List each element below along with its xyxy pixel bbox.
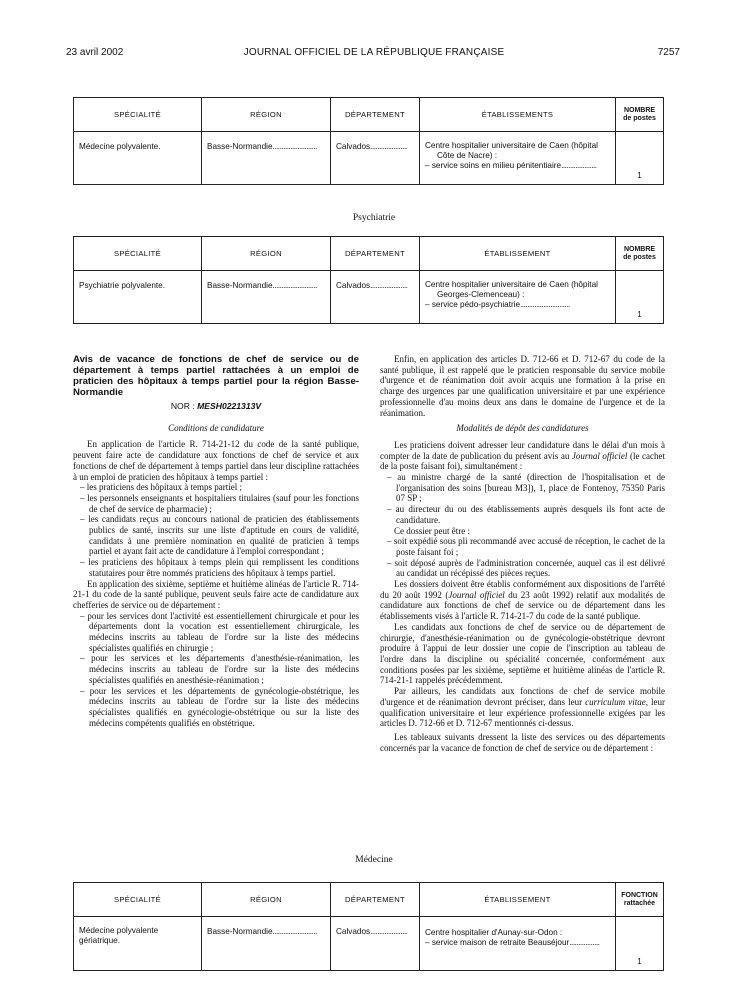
col-etablissement: ÉTABLISSEMENT [420,237,616,271]
paragraph-7: Les candidats aux fonctions de chef de service ou de département de chirurgie, d'anesthésie-réanimation ou de gynécologie-obstétrique devront produire à l'appui de leur dossier une copie de l'inscription au tableau de l'ordre dans la discipline ou spécialité concernée, conformément aux conditions posées par les sixième, septième et huitième alinéas de l'article R. 714-21-1 rappelés précédemment. [380,621,665,686]
col-nombre: NOMBRE de postes [616,98,664,132]
cell-etablissement: Centre hospitalier d'Aunay-sur-Odon : – service maison de retraite Beauséjour................. [420,917,616,971]
list-item: – les praticiens des hôpitaux à temps partiel ; [73,482,359,493]
col-departement: DÉPARTEMENT [331,883,420,917]
list-item: – les candidats reçus au concours national de praticien des établissements publics de santé, inscrits sur une liste d'aptitude en cours de validité, candidats à une première nomination en qualité de praticien à temps partiel et ayant fait acte de candidature à l'emploi correspondant ; [73,514,359,557]
cell-nombre: 1 [616,271,664,324]
col-etablissement: ÉTABLISSEMENT [420,883,616,917]
col-specialite: SPÉCIALITÉ [74,98,202,132]
page-number: 7257 [657,47,680,58]
cell-specialite: Psychiatrie polyvalente. [74,271,202,324]
table-row [74,132,664,185]
table-medecine-polyvalente [73,97,664,185]
right-column [380,354,665,753]
list-item: – les personnels enseignants et hospitaliers titulaires (sauf pour les fonctions de chef de service de pharmacie) ; [73,493,359,514]
col-region: RÉGION [202,883,331,917]
paragraph-8: Par ailleurs, les candidats aux fonctions de chef de service mobile d'urgence et de réanimation devront préciser, dans leur curriculum vitae, leur qualification universitaire et leur expérience professionnelle exigées par les articles D. 712-66 et D. 712-67 mentionnés ci-dessus. [380,686,665,729]
section-title-medecine: Médecine [355,855,393,865]
cell-specialite: Médecine polyvalente gériatrique. [74,917,202,971]
list-item: – pour les services dont l'activité est essentiellement chirurgicale et pour les départements dont la vocation est essentiellement chirurgicale, les médecins inscrits au tableau de l'ordre sur la liste des médecins spécialistes qualifiés en chirurgie ; [73,611,359,654]
list-item: – soit expédié sous pli recommandé avec accusé de réception, le cachet de la poste faisant foi ; [380,536,665,557]
list-envoi [380,536,665,579]
cell-nombre: 1 [616,917,664,971]
cell-specialite: Médecine polyvalente. [74,132,202,185]
col-fonction: FONCTION rattachée [616,883,664,917]
list-item: – pour les services et les départements d'anesthésie-réanimation, les médecins inscrits au tableau de l'ordre sur la liste des médecins spécialistes qualifiés en anesthésie-réanimation ; [73,653,359,685]
paragraph-1: En application de l'article R. 714-21-12 du code de la santé publique, peuvent faire acte de candidature aux fonctions de chef de service et aux fonctions de chef de département à temps partiel dans leur discipline rattachées à un emploi de praticien des hôpitaux à temps partiel : [73,439,359,482]
avis-heading: Avis de vacance de fonctions de chef de service ou de département à temps partiel rattachées à un emploi de praticien des hôpitaux à temps partiel pour la région Basse-Normandie [73,354,359,398]
cell-region: Basse-Normandie......................... [202,271,331,324]
cell-departement: Calvados..................... [331,917,420,971]
page-header [0,47,748,61]
cell-departement: Calvados..................... [331,271,420,324]
col-region: RÉGION [202,98,331,132]
paragraph-3: Enfin, en application des articles D. 712-66 et D. 712-67 du code de la santé publique, il est rappelé que le praticien responsable du service mobile d'urgence et de réanimation doit avoir acquis une formation à la prise en charge des urgences par une qualification universitaire et par une expérience professionnelle d'au moins deux ans dans le domaine de l'urgence et de la réanimation. [380,354,665,418]
paragraph-5: Ce dossier peut être : [394,525,470,536]
table-medecine-geriatrique [73,882,664,971]
paragraph-9: Les tableaux suivants dressent la liste des services ou des départements concernés par la vacance de fonction de chef de service ou de département : [380,731,665,753]
modalites-title: Modalités de dépôt des candidatures [456,423,589,434]
table-row [74,271,664,324]
cell-region: Basse-Normandie......................... [202,917,331,971]
cell-departement: Calvados..................... [331,132,420,185]
col-etablissements: ÉTABLISSEMENTS [420,98,616,132]
paragraph-2: En application des sixième, septième et huitième alinéas de l'article R. 714-21-1 du code de la santé publique, peuvent seuls faire acte de candidature aux chefferies de service ou de département : [73,578,359,610]
col-departement: DÉPARTEMENT [331,237,420,271]
list-destinataires [380,472,665,526]
cell-nombre: 1 [616,132,664,185]
nor-reference: NOR : MESH0221313V [170,401,262,411]
col-specialite: SPÉCIALITÉ [74,883,202,917]
paragraph-6: Les dossiers doivent être établis conformément aux dispositions de l'arrêté du 20 août 1992 (Journal officiel du 23 août 1992) relatif aux modalités de candidature aux fonctions de chef de service ou de département dans les établissements visés à l'article R. 714-21-7 du code de la santé publique. [380,579,665,622]
list-item: – au directeur du ou des établissements auprès desquels ils font acte de candidature. [380,504,665,525]
cell-etablissement: Centre hospitalier universitaire de Caen (hôpital Georges-Clemenceau) : – service pédo-psychiatrie............................ [420,271,616,324]
paragraph-4: Les praticiens doivent adresser leur candidature dans le délai d'un mois à compter de la date de publication du présent avis au Journal officiel (le cachet de la poste faisant foi), simultanément : [380,439,665,472]
journal-title: JOURNAL OFFICIEL DE LA RÉPUBLIQUE FRANÇAISE [243,47,505,58]
table-psychiatrie [73,236,664,324]
list-item: – au ministre chargé de la santé (direction de l'hospitalisation et de l'organisation des soins [bureau M3]), 1, place de Fontenoy, 75350 Paris 07 SP ; [380,472,665,504]
list-item: – pour les services et les départements de gynécologie-obstétrique, les médecins inscrits au tableau de l'ordre sur la liste des médecins spécialistes qualifiés en gynécologie-obstétrique ou sur la liste des médecins compétents qualifiés en obstétrique. [73,686,359,729]
list-candidats [73,482,359,578]
cell-etablissement: Centre hospitalier universitaire de Caen (hôpital Côte de Nacre) : – service soins en milieu pénitentiaire.................... [420,132,616,185]
section-title-psychiatrie: Psychiatrie [352,213,396,223]
list-item: – les praticiens des hôpitaux à temps plein qui remplissent les conditions statutaires pour être nommés praticiens des hôpitaux à temps partiel. [73,557,359,578]
table-row [74,917,664,971]
left-column [73,354,359,728]
issue-date: 23 avril 2002 [66,47,124,58]
list-item: – soit déposé auprès de l'administration concernée, auquel cas il est délivré au candidat un récépissé des pièces reçues. [380,558,665,579]
col-nombre: NOMBRE de postes [616,237,664,271]
col-specialite: SPÉCIALITÉ [74,237,202,271]
conditions-title: Conditions de candidature [168,422,264,433]
list-chefferies [73,611,359,729]
col-departement: DÉPARTEMENT [331,98,420,132]
cell-region: Basse-Normandie......................... [202,132,331,185]
col-region: RÉGION [202,237,331,271]
